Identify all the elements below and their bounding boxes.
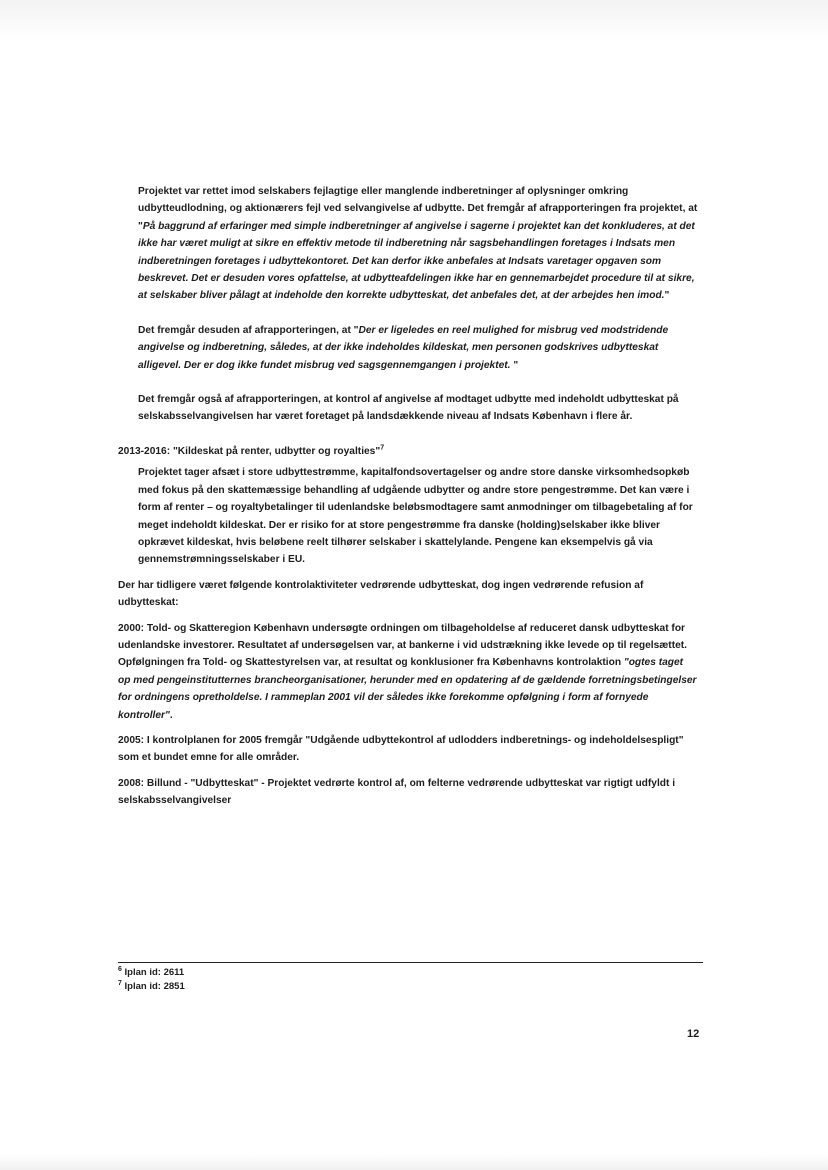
footnote-text: Iplan id: 2611 bbox=[124, 967, 185, 978]
footnote-ref-7: 7 bbox=[380, 444, 385, 452]
quote-intro: Projektet var rettet imod selskabers fejlagtige eller manglende indberetninger af oplysninger omkring udbytteudlodning, og aktionærers fejl ved selvangivelse af udbytte. Det fremgår af afrapporteringen fra projektet, at " bbox=[138, 186, 698, 232]
misuse-close: " bbox=[510, 359, 519, 371]
entry-end: . bbox=[169, 709, 173, 721]
footnote-6 bbox=[118, 966, 185, 980]
entry-text: I kontrolplanen for 2005 fremgår "Udgående udbyttekontrol af udlodders indberetnings- og indeholdelsespligt" som et bundet emne for alle områder. bbox=[118, 734, 684, 764]
heading-text: 2013-2016: "Kildeskat på renter, udbytter og royalties" bbox=[118, 445, 381, 457]
entry-text: Billund - "Udbytteskat" - Projektet vedrørte kontrol af, om felterne vedrørende udbytteskat var rigtigt udfyldt i selskabsselvangivelser bbox=[118, 777, 676, 807]
entry-year: 2005: bbox=[118, 734, 145, 746]
page-body bbox=[118, 183, 698, 827]
scan-edge-bottom bbox=[0, 1154, 828, 1170]
control-paragraph: Det fremgår også af afrapporteringen, at kontrol af angivelse af modtaget udbytte med indeholdt udbytteskat på selskabsselvangivelsen har været foretaget på landsdækkende niveau af Indsats København i flere år. bbox=[138, 394, 679, 423]
project-quote-paragraph bbox=[138, 183, 698, 305]
misuse-italic: Der er ligeledes en reel mulighed for misbrug ved modstridende angivelse og indberetning, således, at der ikke indeholdes kildeskat, men personen godskrives udbytteskat alligevel. Der er dog ikke fundet misbrug ved sagsgennemgangen i projektet. bbox=[138, 324, 669, 371]
footnote-number: 6 bbox=[118, 965, 122, 973]
entry-year: 2000: bbox=[118, 622, 145, 634]
footnote-text: Iplan id: 2851 bbox=[124, 981, 185, 992]
footnotes bbox=[118, 966, 185, 994]
project-description-paragraph: Projektet tager afsæt i store udbyttestrømme, kapitalfondsovertagelser og andre store danske virksomhedsopkøb med fokus på den skattemæssige behandling af udgående udbytter og andre store pengestrømme. Det kan være i form af renter – og royaltybetalinger til udenlandske beløbsmodtagere samt anmodninger om tilbagebetaling af for meget indeholdt kildeskat. Der er risiko for at store pengestrømme fra danske (holding)selskaber ikke bliver opkrævet kildeskat, hvis beløbene reelt tilhører selskaber i skattelylande. Pengene kan eksempelvis gå via gennemstrømningsselskaber i EU. bbox=[138, 467, 693, 566]
entry-text: Told- og Skatteregion København undersøgte ordningen om tilbageholdelse af reduceret dansk udbytteskat for udenlandske investorer. Resultatet af undersøgelsen var, at bankerne i vid udstrækning ikke levede op til regelsættet. Opfølgningen fra Told- og Skattestyrelsen var, at resultat og konklusioner fra Københavns kontrolaktion bbox=[118, 622, 687, 669]
scan-edge-top bbox=[0, 0, 828, 40]
footnote-7 bbox=[118, 980, 185, 994]
entry-2000 bbox=[118, 620, 698, 724]
footnote-divider bbox=[118, 962, 703, 963]
misuse-paragraph bbox=[138, 322, 698, 374]
misuse-intro: Det fremgår desuden af afrapporteringen, at " bbox=[138, 324, 359, 336]
page-number: 12 bbox=[687, 1028, 700, 1040]
entry-2008 bbox=[118, 775, 698, 810]
entry-italic-quote: "ogtes taget op med pengeinstitutternes brancheorganisationer, herunder med en opdatering af de gældende forretningsbetingelser for ordningens opretholdelse. I rammeplan 2001 vil der således ikke forekomme opfølgning i form af fornyede kontroller" bbox=[118, 657, 697, 721]
entry-year: 2008: bbox=[118, 777, 145, 789]
entry-2005 bbox=[118, 732, 698, 767]
footnote-number: 7 bbox=[118, 979, 122, 987]
quote-close: " bbox=[664, 290, 670, 302]
previous-controls-paragraph: Der har tidligere været følgende kontrolaktiviteter vedrørende udbytteskat, dog ingen vedrørende refusion af udbytteskat: bbox=[118, 579, 644, 609]
quote-italic: På baggrund af erfaringer med simple indberetninger af angivelse i sagerne i projektet kan det konkluderes, at det ikke har været muligt at sikre en effektiv metode til indberetning når sagsbehandlingen foretages i Indsats men indberetningen foretages i udbyttekontoret. Det kan derfor ikke anbefales at Indsats varetager opgaven som beskrevet. Det er desuden vores opfattelse, at udbytteafdelingen ikke har en gennemarbejdet procedure til at sikre, at selskaber bliver pålagt at indeholde den korrekte udbytteskat, det anbefales det, at der arbejdes hen imod. bbox=[138, 220, 695, 302]
section-heading-2013-2016 bbox=[118, 443, 698, 460]
